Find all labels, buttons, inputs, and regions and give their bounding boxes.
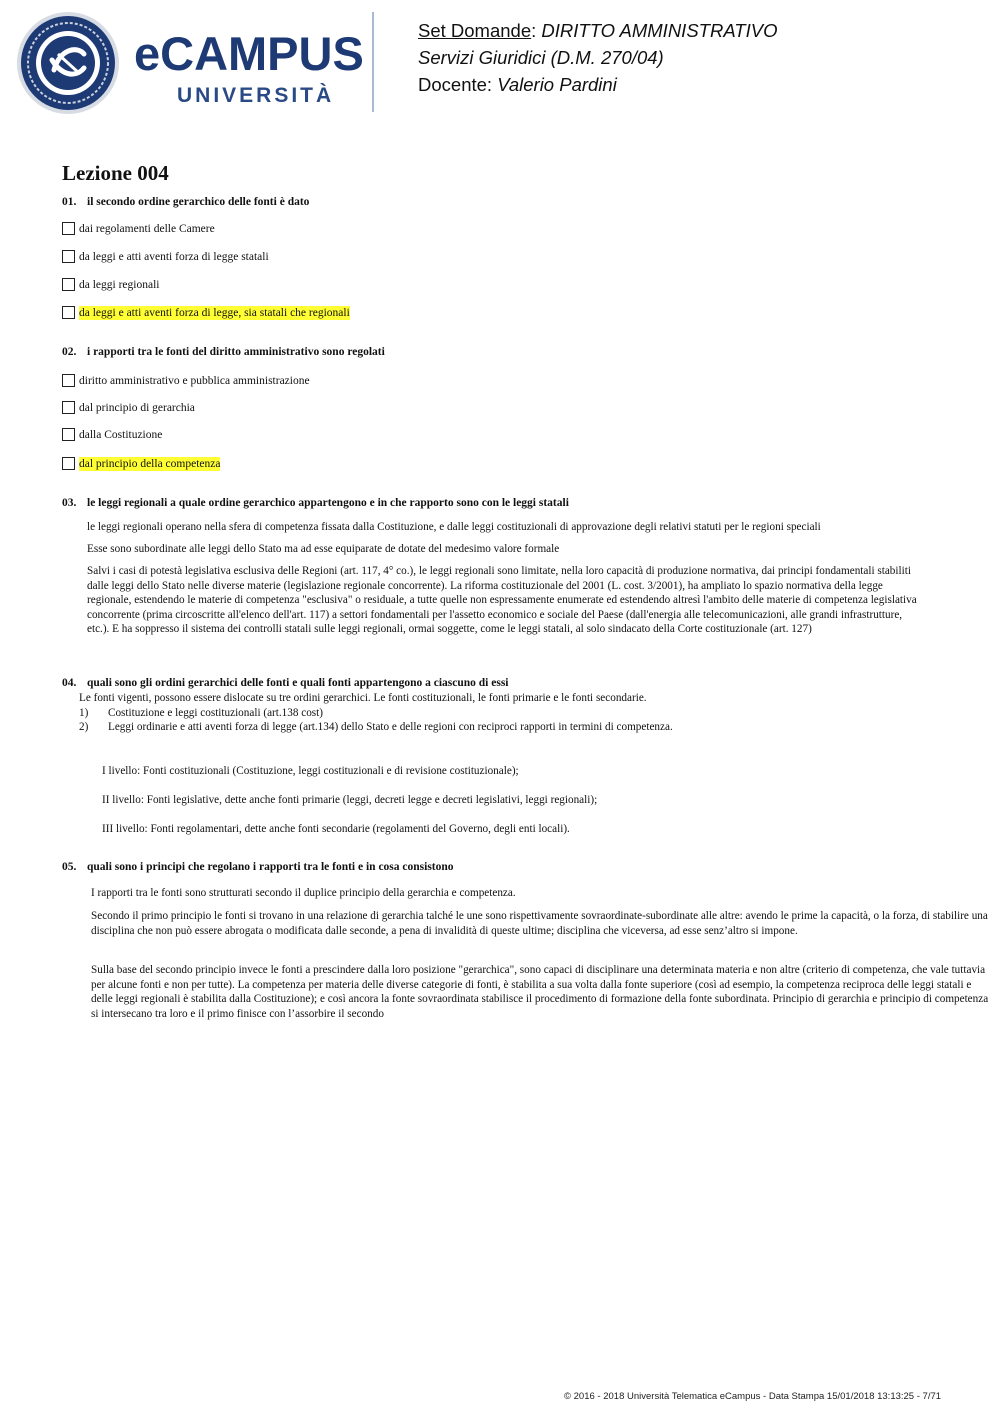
question-text: quali sono i principi che regolano i rapporti tra le fonti e in cosa consistono xyxy=(87,861,454,873)
option-label-highlighted: dal principio della competenza xyxy=(79,458,221,470)
program-name: Servizi Giuridici (D.M. 270/04) xyxy=(418,47,664,68)
question-number: 01. xyxy=(62,196,77,208)
header-teacher-line xyxy=(418,74,617,96)
option-label: diritto amministrativo e pubblica amministrazione xyxy=(79,375,310,387)
hierarchy-level: II livello: Fonti legislative, dette anche fonti primarie (leggi, decreti legge e decreti legislativi, leggi regionali); xyxy=(102,794,598,806)
checkbox[interactable] xyxy=(62,306,75,319)
header-course-line: Set Domande: DIRITTO AMMINISTRATIVO xyxy=(418,20,778,41)
answer-intro: Le fonti vigenti, possono essere dislocate su tre ordini gerarchici. Le fonti costituzionali, le fonti primarie e le fonti secondarie. xyxy=(79,692,647,704)
option-label-highlighted: da leggi e atti aventi forza di legge, sia statali che regionali xyxy=(79,307,350,319)
list-item-number: 1) xyxy=(79,707,89,719)
hierarchy-level: I livello: Fonti costituzionali (Costituzione, leggi costituzionali e di revisione costituzionale); xyxy=(102,765,519,777)
answer-paragraph: Esse sono subordinate alle leggi dello Stato ma ad esse equiparate de dotate del medesimo valore formale xyxy=(87,543,560,555)
answer-paragraph: Secondo il primo principio le fonti si trovano in una relazione di gerarchia talché le une sono rispettivamente sovraordinate-subordinate alle altre: avendo le prime la capacità, o la forza, di stabilire una disciplina che non può essere abrogata o modificata dalle seconde, a pena di invalidità di queste ultime; disciplina che viceversa, ad esse senz’altro si impone. xyxy=(91,910,988,937)
option-label: da leggi regionali xyxy=(79,279,160,291)
logo-wordmark: eCAMPUS xyxy=(134,27,364,80)
list-item-number: 2) xyxy=(79,721,89,733)
answer-paragraph: Sulla base del secondo principio invece le fonti a prescindere dalla loro posizione "gerarchica", sono capaci di disciplinare una determinata materia e non altre (criterio di competenza, che vale tuttavia per alcune fonti e non per tutte). La competenza per materia delle diverse categorie di fonti, è stabilita a sua volta dalla fonte superiore (così ad esempio, la competenza reciproca delle leggi statali e delle leggi regionali è stabilita dalla Costituzione); e così ancora la fonte sovraordinata stabilisce il procedimento di formazione della fonte subordinata. Principio di gerarchia e principio di competenza si intersecano tra loro e il primo finisce con l’assorbire il secondo xyxy=(91,964,989,1020)
question-number: 03. xyxy=(62,497,77,509)
list-item xyxy=(79,706,323,721)
question-title xyxy=(62,346,385,358)
list-item-text: Leggi ordinarie e atti aventi forza di legge (art.134) dello Stato e delle regioni con reciproci rapporti in termini di competenza. xyxy=(108,721,673,733)
list-item-text: Costituzione e leggi costituzionali (art.138 cost) xyxy=(108,707,323,719)
lesson-title: Lezione 004 xyxy=(62,161,169,185)
question-title xyxy=(62,497,569,509)
question-title xyxy=(62,677,509,689)
checkbox[interactable] xyxy=(62,374,75,387)
ecampus-logo xyxy=(14,10,384,116)
option-label: dai regolamenti delle Camere xyxy=(79,223,215,235)
question-text: quali sono gli ordini gerarchici delle fonti e quali fonti appartengono a ciascuno di essi xyxy=(87,677,509,689)
checkbox[interactable] xyxy=(62,428,75,441)
set-domande-label: Set Domande xyxy=(418,20,532,41)
course-name: DIRITTO AMMINISTRATIVO xyxy=(541,20,778,41)
question-text: il secondo ordine gerarchico delle fonti è dato xyxy=(87,196,310,208)
question-text: le leggi regionali a quale ordine gerarchico appartengono e in che rapporto sono con le leggi statali xyxy=(87,497,569,509)
teacher-name: Valerio Pardini xyxy=(497,74,617,95)
checkbox[interactable] xyxy=(62,401,75,414)
question-number: 02. xyxy=(62,346,77,358)
checkbox[interactable] xyxy=(62,250,75,263)
question-number: 04. xyxy=(62,677,77,689)
option-label: da leggi e atti aventi forza di legge statali xyxy=(79,251,269,263)
answer-paragraph: le leggi regionali operano nella sfera di competenza fissata dalla Costituzione, e dalle leggi costituzionali di approvazione degli relativi statuti per le regioni speciali xyxy=(87,521,821,533)
answer-paragraph: I rapporti tra le fonti sono strutturati secondo il duplice principio della gerarchia e competenza. xyxy=(91,887,516,899)
list-item xyxy=(79,720,673,735)
question-title xyxy=(62,861,454,873)
page-footer: © 2016 - 2018 Università Telematica eCampus - Data Stampa 15/01/2018 13:13:25 - 7/71 xyxy=(564,1391,942,1402)
question-number: 05. xyxy=(62,861,77,873)
question-title xyxy=(62,196,309,208)
option-label: dal principio di gerarchia xyxy=(79,402,195,414)
checkbox[interactable] xyxy=(62,278,75,291)
checkbox[interactable] xyxy=(62,222,75,235)
checkbox[interactable] xyxy=(62,457,75,470)
header-program-line xyxy=(418,47,664,69)
header-divider xyxy=(372,12,374,112)
answer-paragraph: Salvi i casi di potestà legislativa esclusiva delle Regioni (art. 117, 4° co.), le leggi regionali sono limitate, nella loro capacità di produzione normativa, dai principi fondamentali stabiliti dalle leggi dello Stato nelle diverse materie (legislazione regionale concorrente). La riforma costituzionale del 2001 (L. cost. 3/2001), ha ampliato lo spazio normativa della legge regionale, estendendo le materie di competenza "esclusiva" o residuale, a tutte quelle non espressamente enumerate ed estendendo altresì l'ambito delle materie di competenza legislativa concorrente (prima circoscritte all'elenco dell'art. 117) a settori fondamentali per l'assetto economico e sociale del Paese (dall'energia alle telecomunicazioni, alle grandi infrastrutture, etc.). E ha soppresso il sistema dei controlli statali sulle leggi regionali, ormai soggette, come le leggi statali, al solo sindacato della Corte costituzionale (art. 127) xyxy=(87,565,917,636)
teacher-label: Docente: xyxy=(418,74,493,95)
hierarchy-level: III livello: Fonti regolamentari, dette anche fonti secondarie (regolamenti del Governo, degli enti locali). xyxy=(102,823,570,835)
option-label: dalla Costituzione xyxy=(79,429,163,441)
question-text: i rapporti tra le fonti del diritto amministrativo sono regolati xyxy=(87,346,385,358)
logo-subtitle: UNIVERSITÀ xyxy=(177,84,335,107)
